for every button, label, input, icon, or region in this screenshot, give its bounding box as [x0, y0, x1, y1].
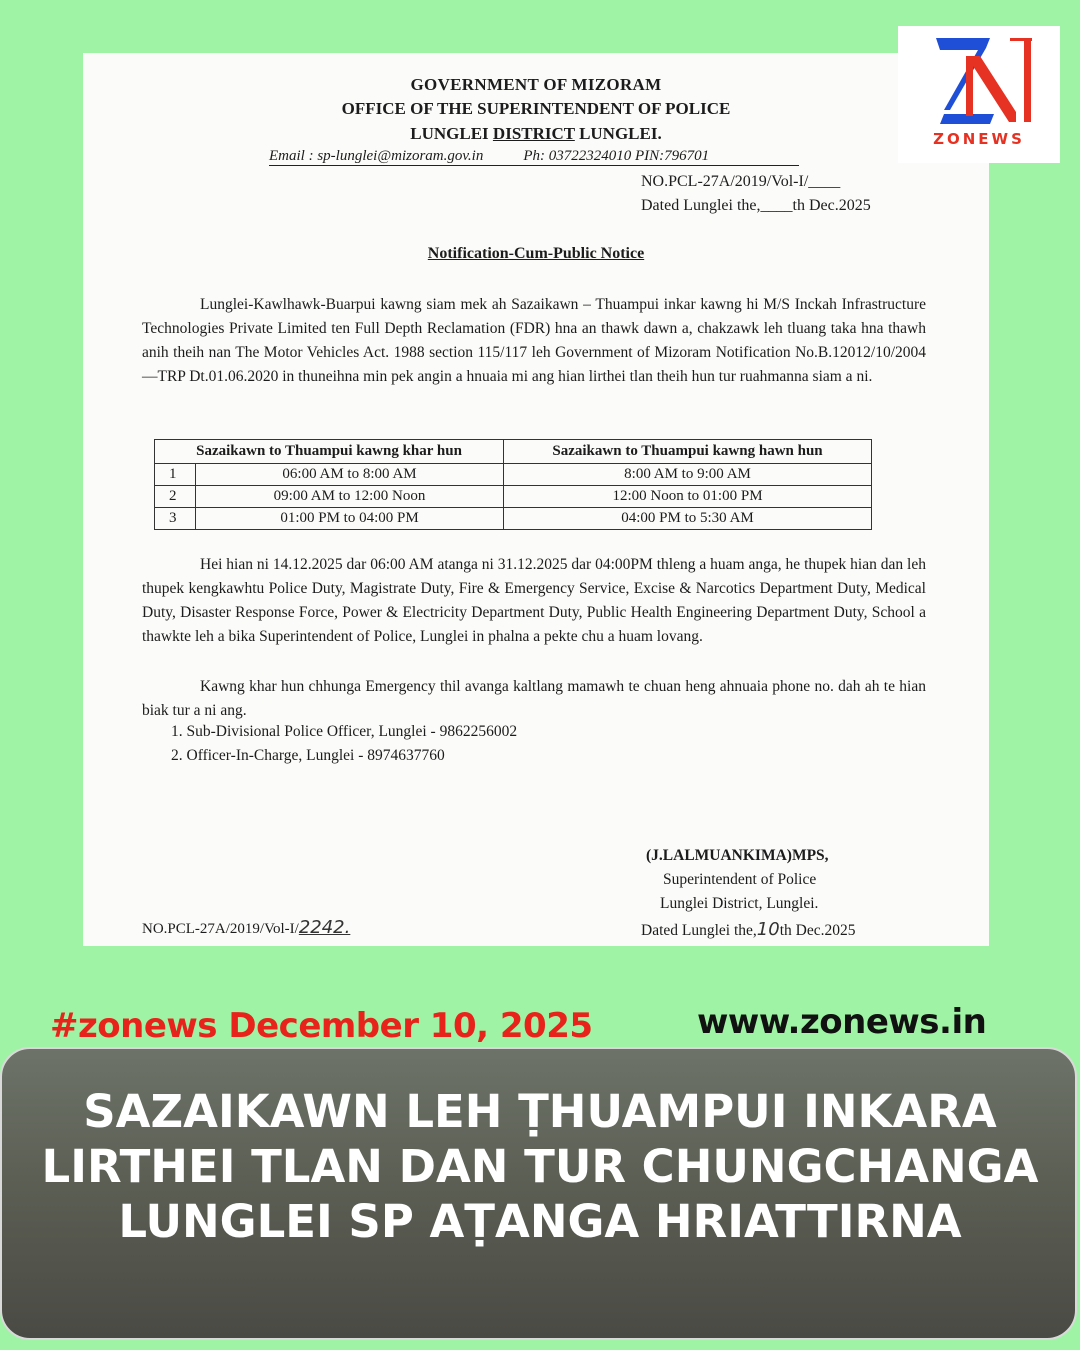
open-time: 8:00 AM to 9:00 AM: [504, 464, 872, 486]
dated-bottom: Dated Lunglei the,10th Dec.2025: [641, 919, 856, 940]
handwritten-day: 10: [756, 919, 780, 940]
header-contact-line: [269, 148, 799, 166]
header-phone: Ph: 03722324010 PIN:796701: [523, 148, 710, 164]
open-time: 04:00 PM to 5:30 AM: [504, 508, 872, 530]
table-row: [155, 464, 872, 486]
signatory-name: (J.LALMUANKIMA)MPS,: [646, 847, 829, 864]
contact-oic: 2. Officer-In-Charge, Lunglei - 8974637760: [171, 747, 445, 764]
paragraph-exemptions: Hei hian ni 14.12.2025 dar 06:00 AM atanga ni 31.12.2025 dar 04:00PM thleng a huam anga, he thupek hian dan leh thupek kengkawhtu Police Duty, Magistrate Duty, Fire & Emergency Service, Excise & Narcotics Department Duty, Medical Duty, Disaster Response Force, Power & Electricity Department Duty, Public Health Engineering Department Duty, School a thawkte leh a bika Superintendent of Police, Lunglei in phalna a pekte chu a huam lovang.: [142, 556, 926, 645]
row-number: 1: [155, 464, 196, 486]
headline: [0, 1084, 1080, 1249]
schedule-table: [154, 439, 872, 530]
zonews-logo: [898, 26, 1060, 163]
signatory-district: Lunglei District, Lunglei.: [660, 895, 819, 912]
table-header-row: [155, 440, 872, 464]
open-time: 12:00 Noon to 01:00 PM: [504, 486, 872, 508]
row-number: 2: [155, 486, 196, 508]
logo-wordmark: ZONEWS: [933, 130, 1025, 148]
bottom-reference: NO.PCL-27A/2019/Vol-I/2242.: [142, 917, 351, 938]
headline-line-1: SAZAIKAWN LEH ṬHUAMPUI INKARA: [83, 1085, 997, 1138]
header-district: LUNGLEI DISTRICT LUNGLEI.: [410, 124, 662, 143]
header-office: OFFICE OF THE SUPERINTENDENT OF POLICE: [341, 99, 731, 118]
headline-line-2: LIRTHEI TLAN DAN TUR CHUNGCHANGA: [41, 1140, 1039, 1193]
date-tag: #zonews December 10, 2025: [50, 1006, 593, 1046]
headline-line-3: LUNGLEI SP AṬANGA HRIATTIRNA: [118, 1195, 962, 1248]
paragraph-intro: Lunglei-Kawlhawk-Buarpui kawng siam mek ah Sazaikawn – Thuampui inkar kawng hi M/S Inckah Infrastructure Technologies Private Limited ten Full Depth Reclamation (FDR) hna an thawk dawn a, chakzawk leh tluang taka hna thawh anih theih nan The Motor Vehicles Act. 1988 section 115/117 leh Government of Mizoram Notification No.B.12012/10/2004—TRP Dt.01.06.2020 in thuneihna min pek angin a hnuaia mi ang hian lirthei tlan theih hun tur ruahmanna siam a ni.: [142, 296, 926, 385]
notice-title: Notification-Cum-Public Notice: [427, 245, 645, 262]
header-government: GOVERNMENT OF MIZORAM: [410, 75, 662, 94]
zonews-logo-mark: [898, 26, 1060, 136]
table-row: [155, 486, 872, 508]
header-closed-time: Sazaikawn to Thuampui kawng khar hun: [155, 440, 504, 464]
table-row: [155, 508, 872, 530]
contact-sdpo: 1. Sub-Divisional Police Officer, Lunglei - 9862256002: [171, 723, 518, 740]
paragraph-emergency: Kawng khar hun chhunga Emergency thil avanga kaltlang mamawh te chuan heng ahnuaia phone no. dah ah te hian biak tur a ni ang.: [142, 678, 926, 719]
closed-time: 09:00 AM to 12:00 Noon: [196, 486, 504, 508]
reference-number: NO.PCL-27A/2019/Vol-I/____: [641, 173, 841, 190]
website-link[interactable]: www.zonews.in: [697, 1002, 987, 1042]
handwritten-ref-number: 2242.: [298, 917, 351, 938]
row-number: 3: [155, 508, 196, 530]
closed-time: 06:00 AM to 8:00 AM: [196, 464, 504, 486]
closed-time: 01:00 PM to 04:00 PM: [196, 508, 504, 530]
dated-top: Dated Lunglei the,____th Dec.2025: [641, 197, 871, 214]
header-email: Email : sp-lunglei@mizoram.gov.in: [269, 148, 484, 164]
notice-document: [83, 53, 989, 946]
signatory-designation: Superintendent of Police: [663, 871, 817, 888]
header-open-time: Sazaikawn to Thuampui kawng hawn hun: [504, 440, 872, 464]
